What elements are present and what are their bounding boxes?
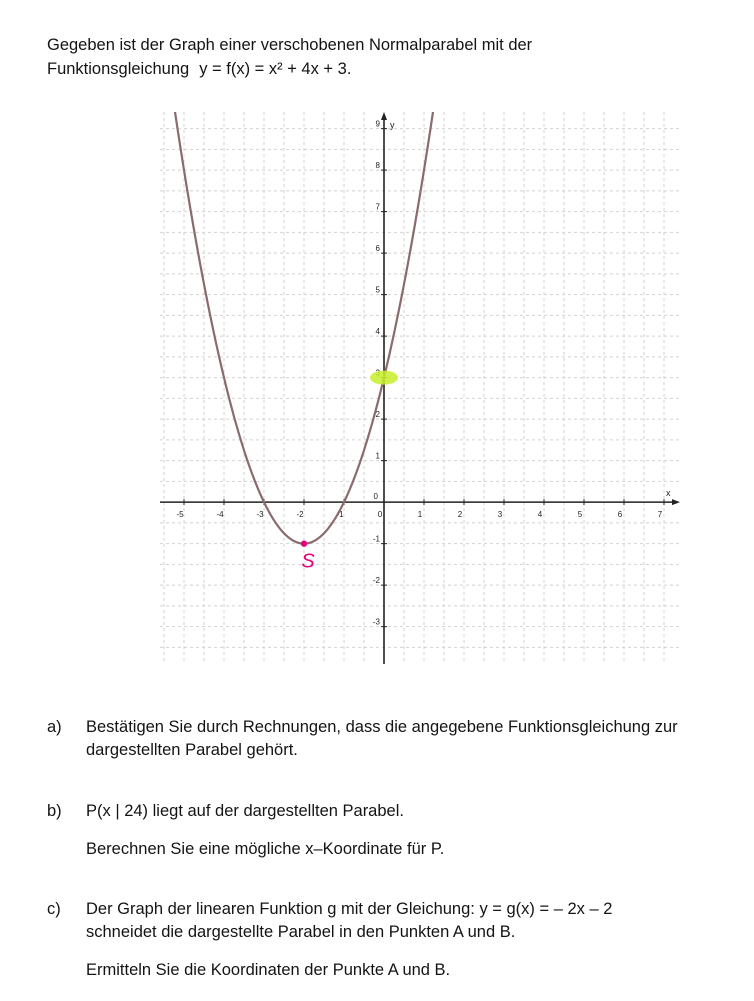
- x-tick-label: -1: [336, 510, 344, 520]
- vertex-label: S: [301, 550, 315, 573]
- x-tick-label: -5: [176, 510, 184, 520]
- y-axis-label: y: [390, 120, 395, 130]
- task-b-label: b): [47, 802, 62, 820]
- x-tick-label: 6: [617, 510, 623, 520]
- x-tick-label: -4: [216, 510, 224, 520]
- x-tick-label: 7: [657, 510, 663, 520]
- y-tick-label: 4: [375, 327, 380, 337]
- x-tick-label: 1: [417, 510, 423, 520]
- y-tick-label: -1: [372, 534, 380, 544]
- task-b-line-2: Berechnen Sie eine mögliche x–Koordinate für P.: [86, 840, 445, 858]
- y-tick-label: 6: [375, 244, 380, 254]
- y-tick-label: 8: [375, 161, 380, 171]
- equation-label: Funktionsgleichung: [47, 60, 190, 78]
- task-a-label: a): [47, 718, 62, 736]
- x-tick-label: -3: [256, 510, 264, 520]
- task-a-line-2: dargestellten Parabel gehört.: [86, 741, 298, 759]
- parabola-graph: [160, 112, 680, 664]
- highlight-marker: [370, 371, 398, 385]
- function-equation: y = f(x) = x² + 4x + 3.: [199, 60, 352, 78]
- task-c-label: c): [47, 900, 61, 918]
- task-b-line-1: P(x | 24) liegt auf der dargestellten Parabel.: [86, 802, 404, 820]
- x-tick-label: 3: [497, 510, 503, 520]
- x-axis-arrow: [672, 499, 680, 505]
- y-tick-label: -2: [372, 576, 380, 586]
- y-axis-arrow: [381, 112, 387, 120]
- intro-line-1: Gegeben ist der Graph einer verschobenen Normalparabel mit der: [47, 36, 533, 54]
- intro-text: [47, 33, 532, 81]
- intro-line-2: [47, 57, 532, 81]
- y-tick-label: -3: [372, 617, 380, 627]
- task-c-line-2: schneidet die dargestellte Parabel in den Punkten A und B.: [86, 923, 516, 941]
- task-c-line-3: Ermitteln Sie die Koordinaten der Punkte A und B.: [86, 961, 451, 979]
- task-c-line-1: Der Graph der linearen Funktion g mit der Gleichung: y = g(x) = – 2x – 2: [86, 900, 613, 918]
- x-tick-label: -2: [296, 510, 304, 520]
- task-a-line-1: Bestätigen Sie durch Rechnungen, dass die angegebene Funktionsgleichung zur: [86, 718, 678, 736]
- x-tick-label: 4: [537, 510, 543, 520]
- y-tick-label: 2: [375, 410, 380, 420]
- x-tick-label: 0: [377, 510, 383, 520]
- x-tick-label: 5: [577, 510, 583, 520]
- y-tick-label: 7: [375, 202, 380, 212]
- x-axis-label: x: [666, 488, 671, 499]
- y-tick-label: 0: [373, 492, 378, 502]
- y-tick-label: 9: [375, 119, 380, 129]
- y-tick-label: 5: [375, 285, 380, 295]
- x-tick-label: 2: [457, 510, 463, 520]
- vertex-point: [301, 540, 307, 546]
- y-tick-label: 1: [375, 451, 380, 461]
